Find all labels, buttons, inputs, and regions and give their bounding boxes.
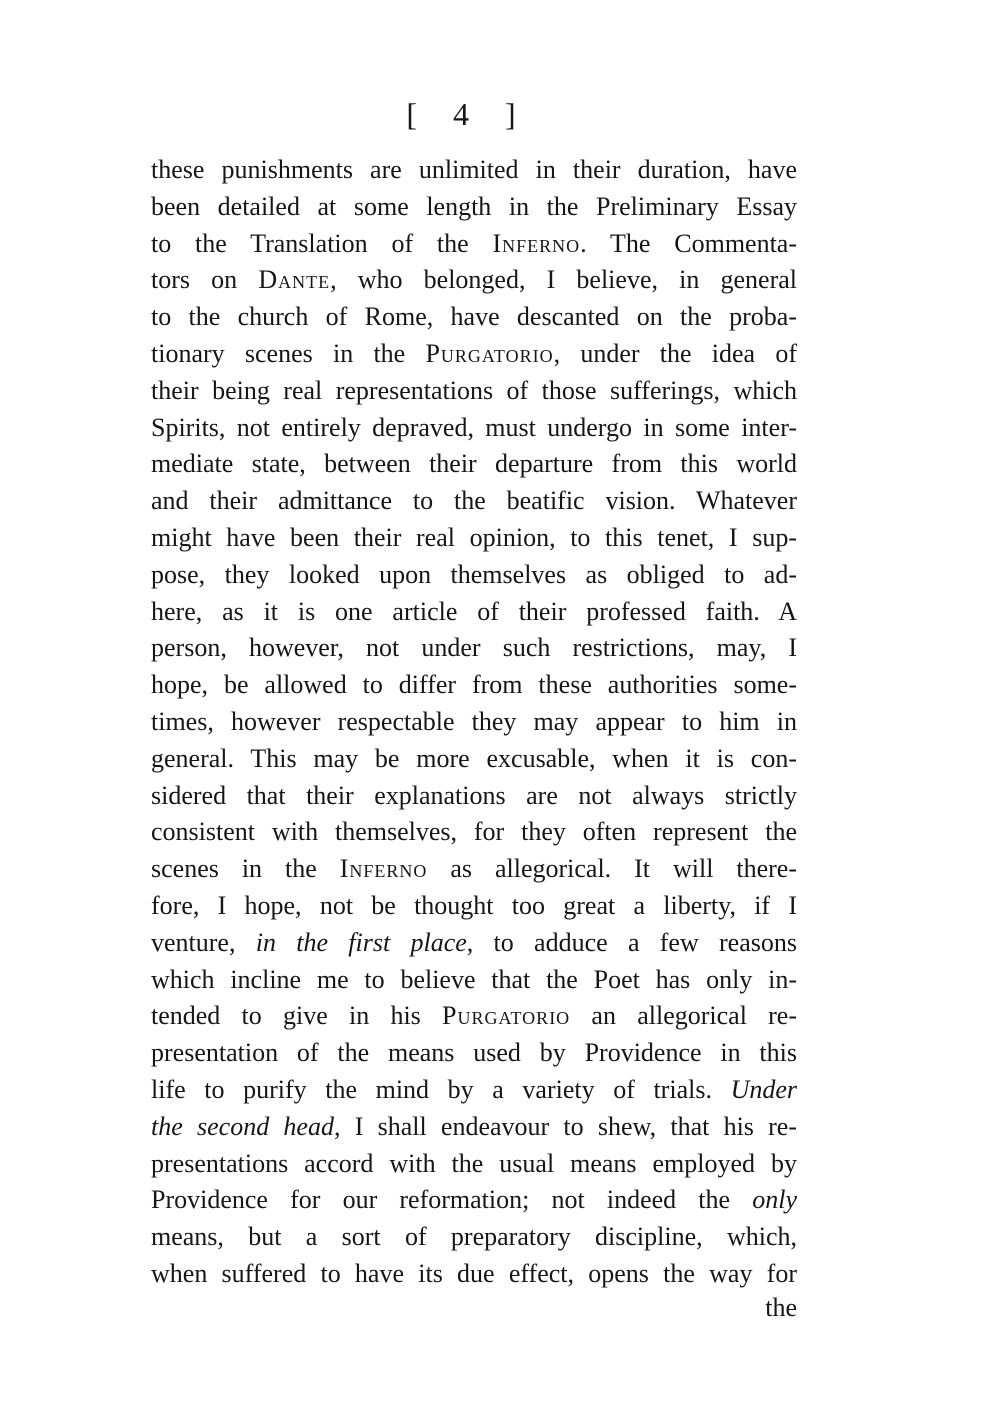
text-line [151, 1109, 797, 1146]
text-segment: Providence for our reformation; not indeed the [151, 1185, 753, 1215]
italic-text: only [752, 1185, 797, 1215]
text-line [151, 1256, 797, 1293]
text-segment: tors on [151, 265, 259, 295]
text-segment: , I shall endeavour to shew, that his re- [333, 1111, 797, 1141]
text-line [151, 483, 797, 520]
italic-text: Under [730, 1074, 797, 1104]
text-line [151, 741, 797, 778]
text-line [151, 1182, 797, 1219]
small-caps-text: Purgatorio [425, 338, 554, 368]
text-segment: here, as it is one article of their professed faith. A [151, 596, 797, 626]
small-caps-text: Dante [258, 265, 331, 295]
text-line [151, 336, 797, 373]
text-segment: means, but a sort of preparatory discipline, which, [151, 1222, 797, 1252]
text-line [151, 630, 797, 667]
italic-text: the second head [151, 1111, 334, 1141]
text-line [151, 152, 797, 189]
catchword: the [765, 1293, 797, 1322]
text-line [151, 557, 797, 594]
text-line [151, 594, 797, 631]
text-segment: times, however respectable they may appear to him in [151, 706, 797, 736]
text-segment: tionary scenes in the [151, 338, 426, 368]
text-line [151, 998, 797, 1035]
text-segment: mediate state, between their departure from this world [151, 449, 797, 479]
text-segment: , who belonged, I believe, in general [330, 265, 798, 295]
text-segment: pose, they looked upon themselves as obliged to ad- [151, 559, 797, 589]
text-segment: life to purify the mind by a variety of trials. [151, 1074, 731, 1104]
text-segment: as allegorical. It will there- [427, 854, 797, 884]
small-caps-text: Purgatorio [442, 1001, 571, 1031]
text-segment: might have been their real opinion, to this tenet, I sup- [151, 522, 797, 552]
text-segment: scenes in the [151, 854, 340, 884]
text-line [151, 851, 797, 888]
text-segment: hope, be allowed to differ from these authorities some- [151, 670, 797, 700]
text-segment: Spirits, not entirely depraved, must undergo in some inter- [151, 412, 797, 442]
text-segment: venture, [151, 927, 256, 957]
text-segment: consistent with themselves, for they often represent the [151, 817, 797, 847]
text-line [151, 1146, 797, 1183]
text-line [151, 704, 797, 741]
text-segment: presentation of the means used by Providence in this [151, 1038, 797, 1068]
text-segment: person, however, not under such restrictions, may, I [151, 633, 797, 663]
text-line [151, 962, 797, 999]
text-segment: tended to give in his [151, 1001, 443, 1031]
text-line [151, 373, 797, 410]
text-line [151, 888, 797, 925]
text-line [151, 1219, 797, 1256]
text-segment: to the church of Rome, have descanted on the proba- [151, 302, 797, 332]
text-segment: an allegorical re- [570, 1001, 798, 1031]
small-caps-text: Inferno [492, 228, 581, 258]
text-segment: sidered that their explanations are not always strictly [151, 780, 797, 810]
text-line [151, 1035, 797, 1072]
body-text [151, 152, 797, 1293]
text-segment: , to adduce a few reasons [466, 927, 797, 957]
text-line [151, 262, 797, 299]
text-line [151, 189, 797, 226]
text-segment: presentations accord with the usual means employed by [151, 1148, 797, 1178]
text-segment: and their admittance to the beatific vision. Whatever [151, 486, 797, 516]
text-segment: general. This may be more excusable, when it is con- [151, 743, 797, 773]
text-segment: fore, I hope, not be thought too great a liberty, if I [151, 890, 797, 920]
small-caps-text: Inferno [339, 854, 428, 884]
text-segment: . The Commenta- [580, 228, 797, 258]
page-number: [ 4 ] [406, 96, 530, 132]
text-line [151, 520, 797, 557]
text-line [151, 667, 797, 704]
text-line [151, 778, 797, 815]
text-segment: to the Translation of the [151, 228, 493, 258]
text-line [151, 446, 797, 483]
text-line [151, 814, 797, 851]
text-line [151, 925, 797, 962]
text-segment: which incline me to believe that the Poet has only in- [151, 964, 797, 994]
text-line [151, 410, 797, 447]
text-segment: these punishments are unlimited in their duration, have [151, 155, 797, 184]
text-segment: , under the idea of [553, 338, 797, 368]
italic-text: in the first place [255, 927, 467, 957]
text-line [151, 299, 797, 336]
text-segment: when suffered to have its due effect, opens the way for [151, 1258, 797, 1288]
text-line [151, 226, 797, 263]
text-segment: been detailed at some length in the Preliminary Essay [151, 191, 797, 221]
text-segment: their being real representations of those sufferings, which [151, 375, 797, 405]
text-line [151, 1072, 797, 1109]
